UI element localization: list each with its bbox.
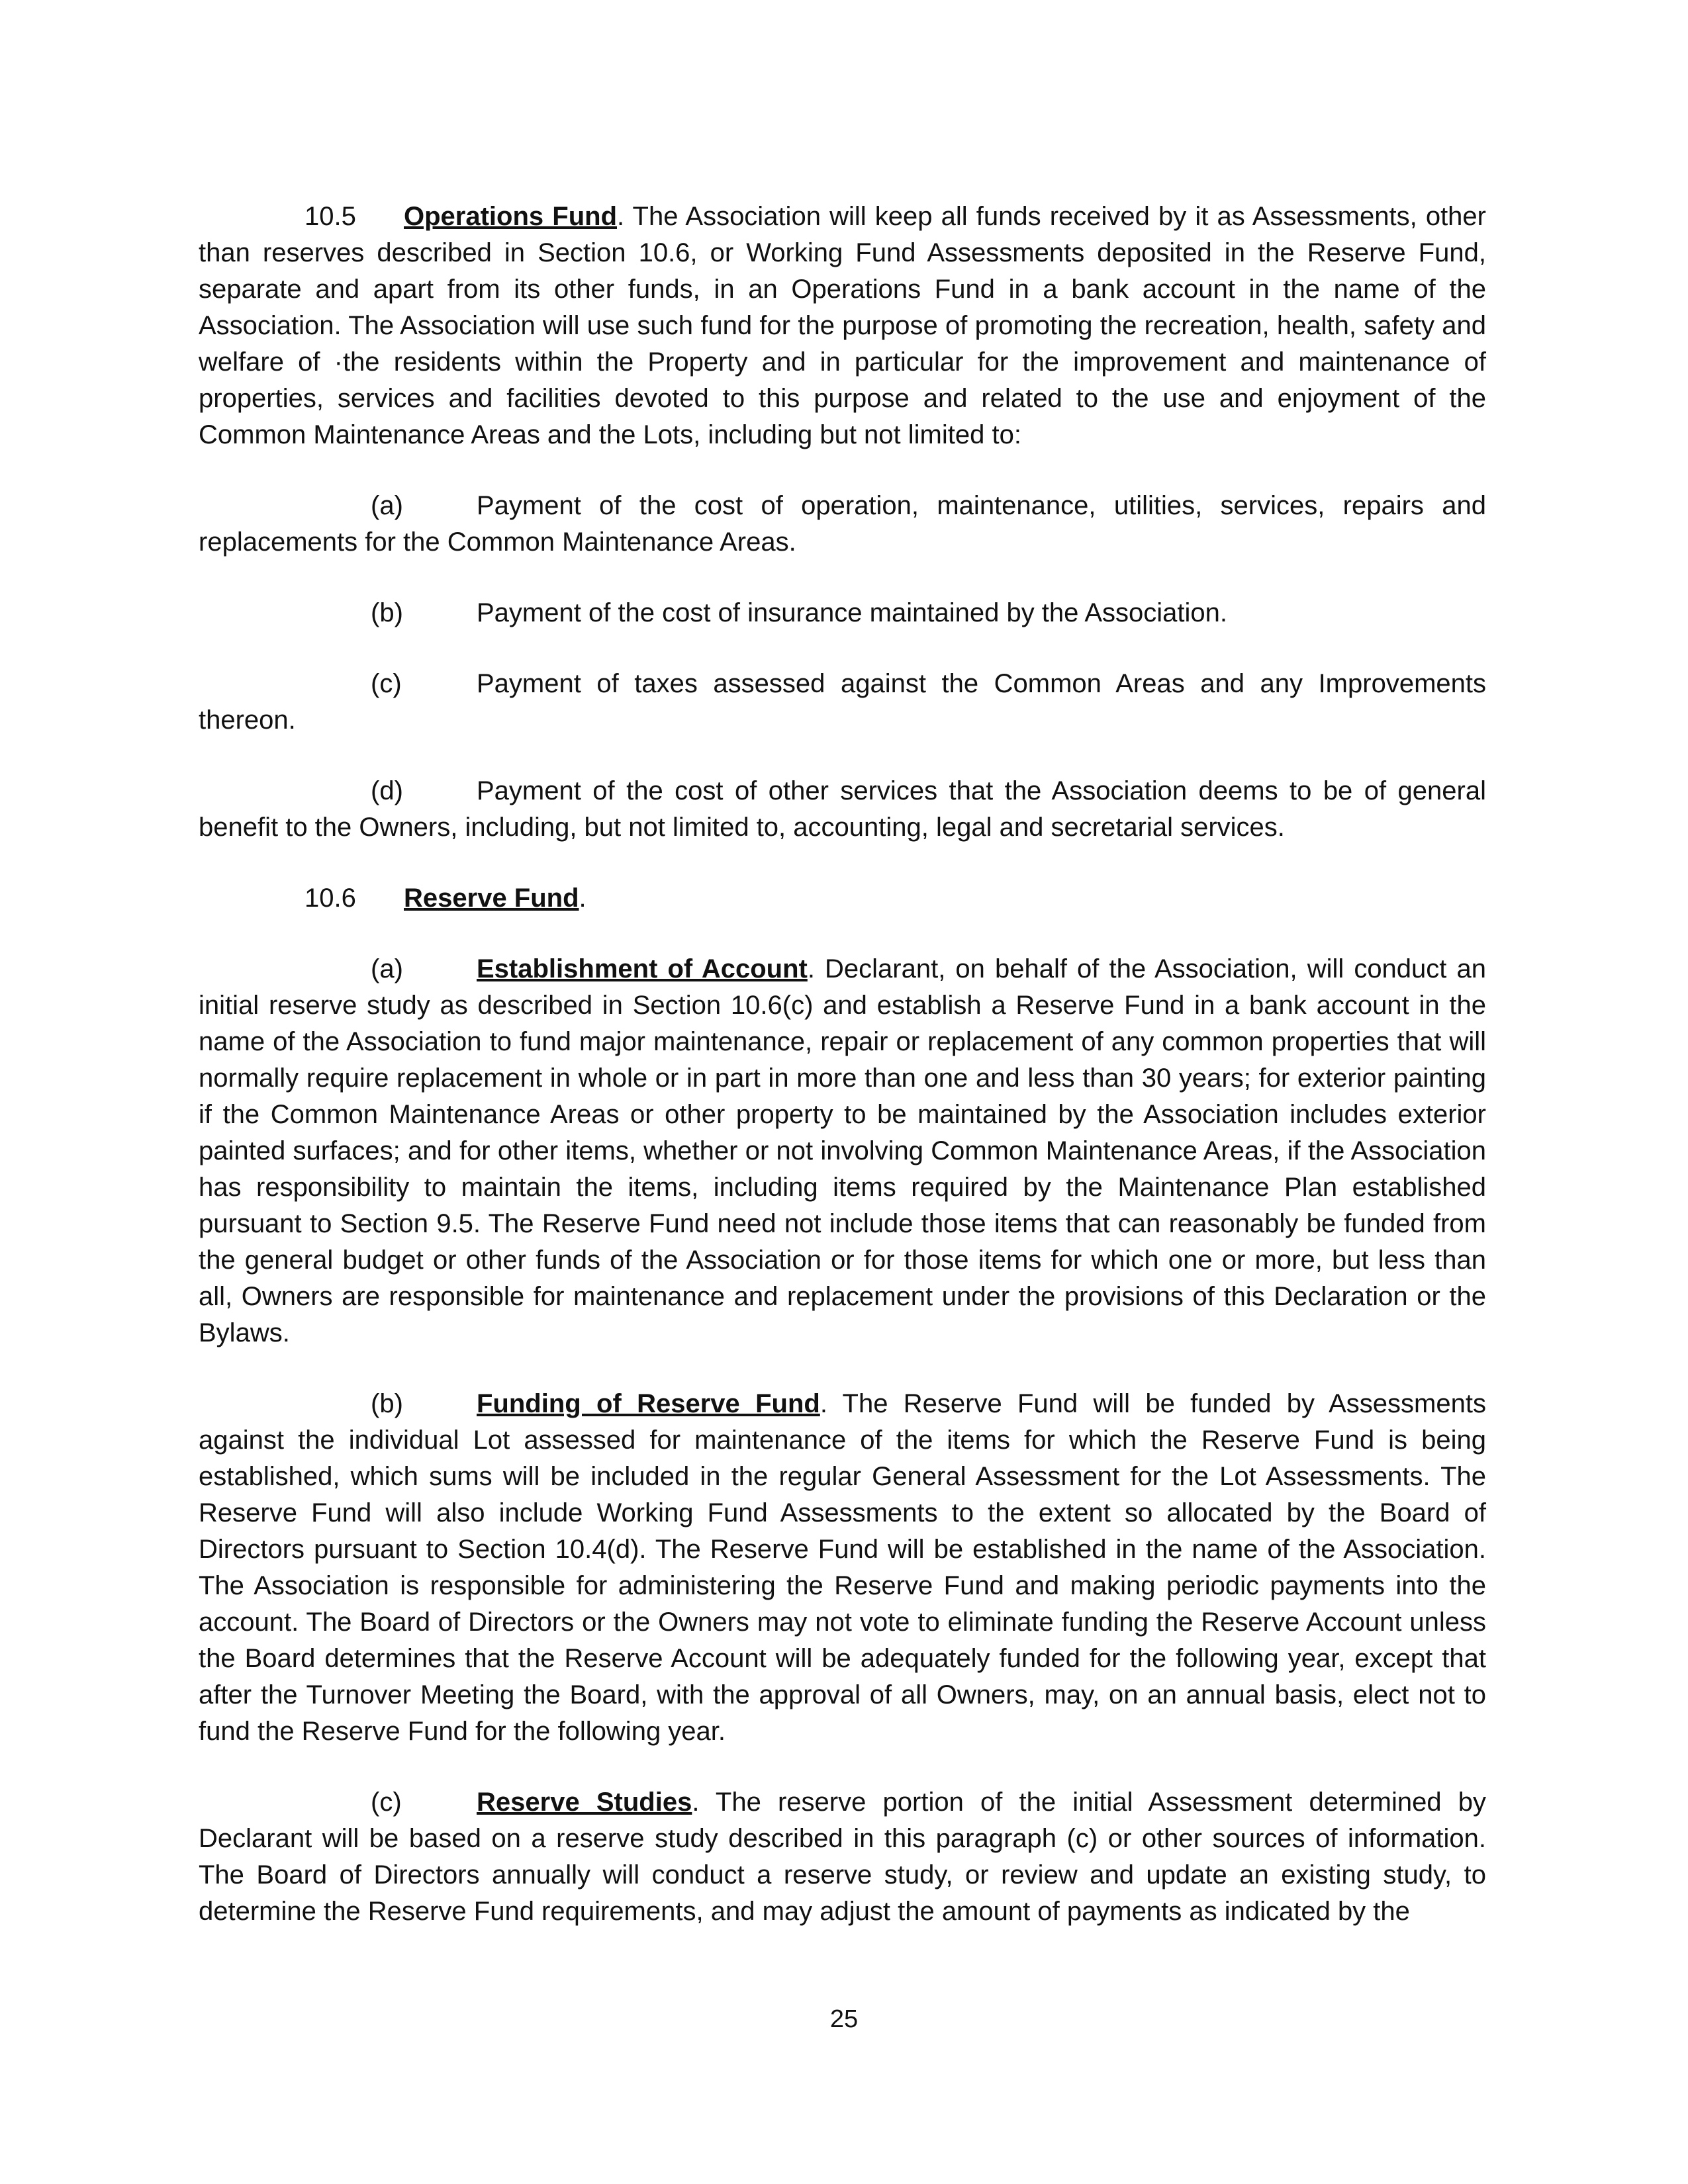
page-number: 25 (829, 2005, 859, 2033)
subsection-text: . The reserve portion of the initial Assessment determined by Declarant will be based on a reserve study described in this paragraph (c) or other sources of information. The Board of Directors annually will conduct a reserve study, or review and update an existing study, to determine the Reserve Fund requirements, and may adjust the amount of payments as indicated by the (199, 1788, 1486, 1926)
subsection-text: . The Reserve Fund will be funded by Assessments against the individual Lot assessed for maintenance of the items for which the Reserve Fund is being established, which sums will be included in the regular General Assessment for the Lot Assessments. The Reserve Fund will also include Working Fund Assessments to the extent so allocated by the Board of Directors pursuant to Section 10.4(d). The Reserve Fund will be established in the name of the Association. The Association is responsible for administering the Reserve Fund and making periodic payments into the account. The Board of Directors or the Owners may not vote to eliminate funding the Reserve Account unless the Board determines that the Reserve Account will be adequately funded for the following year, except that after the Turnover Meeting the Board, with the approval of all Owners, may, on an annual basis, elect not to fund the Reserve Fund for the following year. (199, 1389, 1486, 1746)
subsection-10-5-b (199, 595, 1486, 631)
section-10-6-heading (199, 880, 1486, 917)
subsection-heading: Funding of Reserve Fund (477, 1389, 820, 1418)
document-page (199, 199, 1486, 1930)
section-text: . The Association will keep all funds received by it as Assessments, other than reserves described in Section 10.6, or Working Fund Assessments deposited in the Reserve Fund, separate and apart from its other funds, in an Operations Fund in a bank account in the name of the Association. The Association will use such fund for the purpose of promoting the recreation, health, safety and welfare of ·the residents within the Property and in particular for the improvement and maintenance of properties, services and facilities devoted to this purpose and related to the use and enjoyment of the Common Maintenance Areas and the Lots, including but not limited to: (199, 202, 1486, 449)
subsection-10-5-d (199, 773, 1486, 846)
subsection-heading: Establishment of Account (477, 954, 808, 983)
subsection-first-line (371, 666, 1486, 702)
subsection-10-6-c (199, 1784, 1486, 1930)
subsection-text: Payment of the cost of insurance maintained by the Association. (477, 598, 1227, 627)
subsection-label: (b) (371, 1389, 403, 1418)
subsection-label: (b) (371, 598, 403, 627)
section-heading-period: . (579, 884, 586, 913)
subsection-label: (c) (371, 1788, 402, 1817)
subsection-10-5-c (199, 666, 1486, 739)
subsection-text: Payment of taxes assessed against the Common Areas and any Improvements (477, 669, 1486, 698)
section-heading: Reserve Fund (404, 884, 579, 913)
subsection-label: (a) (371, 491, 403, 520)
subsection-label: (a) (371, 954, 403, 983)
section-heading: Operations Fund (404, 202, 618, 231)
section-number: 10.6 (305, 884, 356, 913)
subsection-continuation: thereon. (199, 705, 296, 735)
subsection-heading: Reserve Studies (477, 1788, 692, 1817)
section-10-5-paragraph (199, 199, 1486, 453)
subsection-text: . Declarant, on behalf of the Association, will conduct an initial reserve study as described in Section 10.6(c) and establish a Reserve Fund in a bank account in the name of the Association to fund major maintenance, repair or replacement of any common properties that will normally require replacement in whole or in part in more than one and less than 30 years; for exterior painting if the Common Maintenance Areas or other property to be maintained by the Association includes exterior painted surfaces; and for other items, whether or not involving Common Maintenance Areas, if the Association has responsibility to maintain the items, including items required by the Maintenance Plan established pursuant to Section 9.5. The Reserve Fund need not include those items that can reasonably be funded from the general budget or other funds of the Association or for those items for which one or more, but less than all, Owners are responsible for maintenance and replacement under the provisions of this Declaration or the Bylaws. (199, 954, 1486, 1347)
subsection-label: (c) (371, 669, 402, 698)
subsection-label: (d) (371, 776, 403, 805)
subsection-10-5-a (199, 488, 1486, 561)
subsection-10-6-a (199, 951, 1486, 1351)
subsection-10-6-b (199, 1386, 1486, 1750)
subsection-text: Payment of the cost of other services that the Association deems to be of general benefit to the Owners, including, but not limited to, accounting, legal and secretarial services. (199, 776, 1486, 842)
subsection-text: Payment of the cost of operation, maintenance, utilities, services, repairs and replacements for the Common Maintenance Areas. (199, 491, 1486, 557)
section-number: 10.5 (305, 202, 356, 231)
